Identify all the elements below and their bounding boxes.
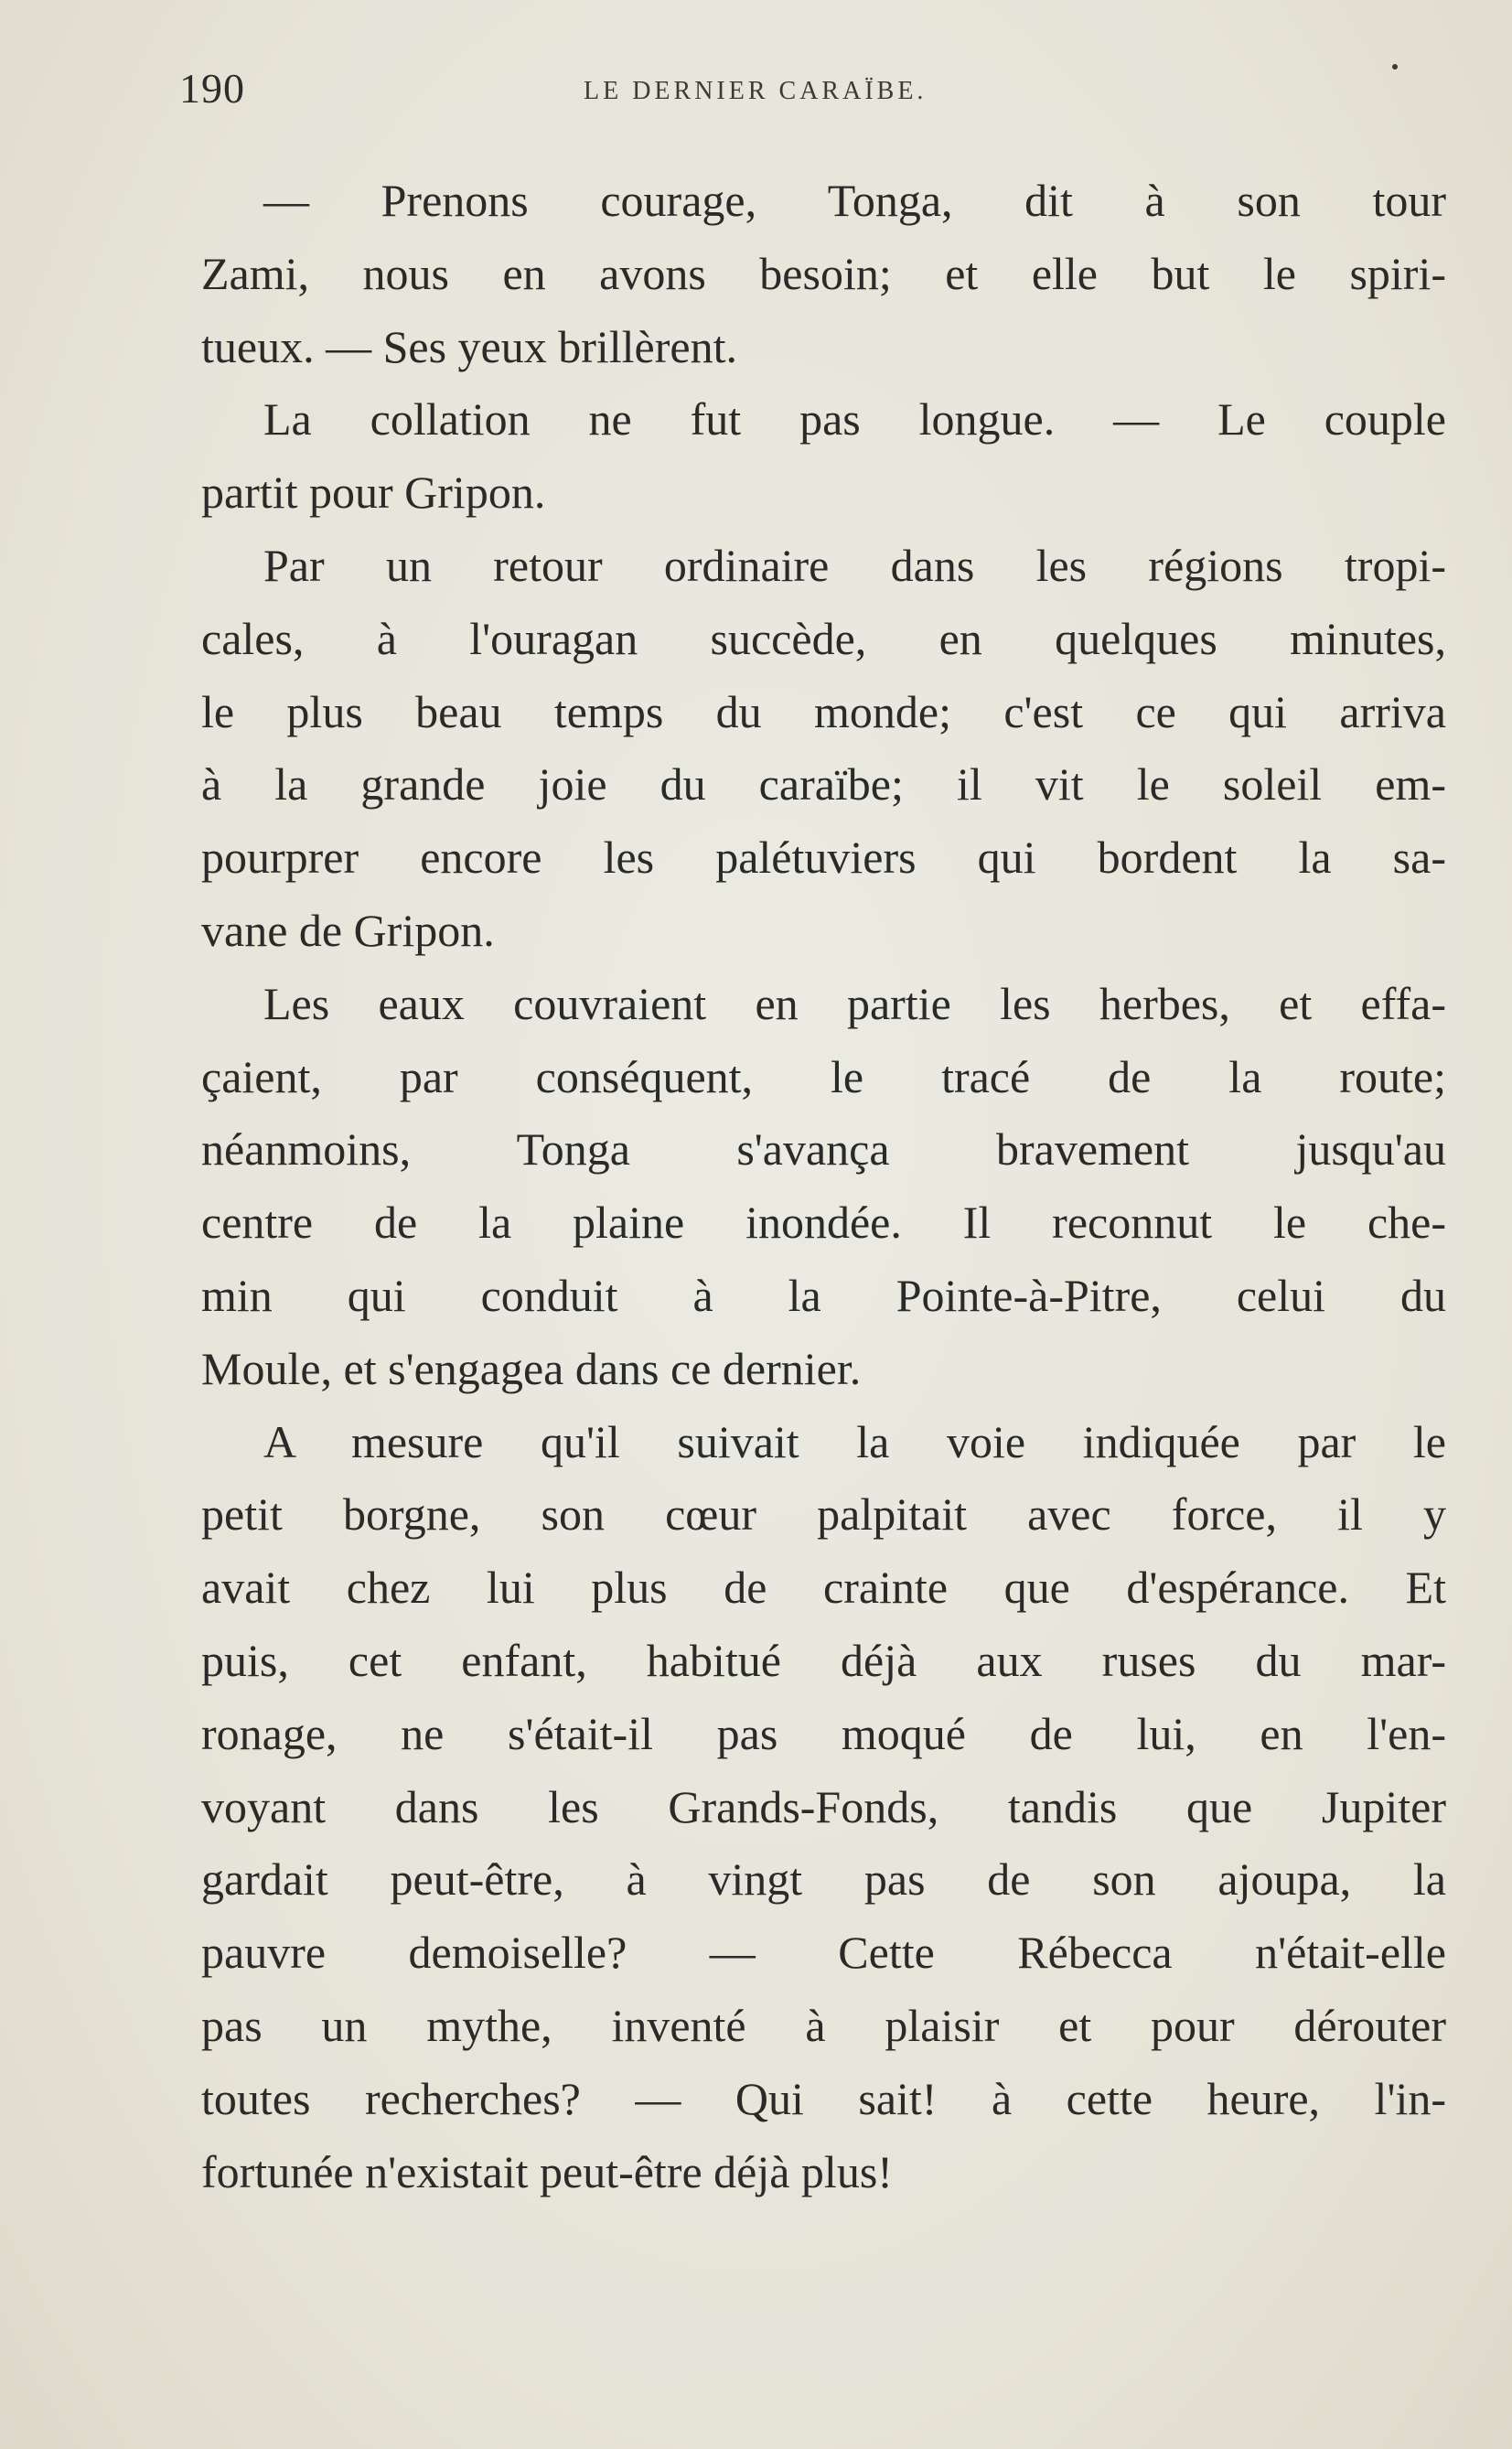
text-line — [201, 530, 1446, 603]
text-line — [201, 1990, 1446, 2063]
text-line-content: tueux. — Ses yeux brillèrent. — [201, 320, 737, 372]
text-line-content: pauvre demoiselle? — Cette Rébecca n'était-elle — [201, 1927, 1446, 1979]
text-line-content: — Prenons courage, Tonga, dit à son tour — [263, 175, 1446, 226]
text-line — [201, 1260, 1446, 1333]
ink-speck — [1392, 64, 1398, 70]
text-line — [201, 2063, 1446, 2136]
text-line — [201, 1333, 1446, 1406]
text-line-content: néanmoins, Tonga s'avança bravement jusqu'au — [201, 1123, 1446, 1176]
text-line-content: partit pour Gripon. — [201, 467, 546, 519]
text-line — [201, 1478, 1446, 1552]
text-line — [201, 676, 1446, 749]
text-line — [201, 311, 1446, 384]
text-line — [201, 968, 1446, 1041]
running-title: LE DERNIER CARAÏBE. — [584, 77, 928, 105]
text-line — [201, 1771, 1446, 1844]
text-line-content: min qui conduit à la Pointe-à-Pitre, celui du — [201, 1269, 1446, 1321]
text-line — [201, 895, 1446, 968]
text-line — [201, 748, 1446, 822]
text-line — [201, 238, 1446, 311]
text-line-content: Moule, et s'engagea dans ce dernier. — [201, 1342, 862, 1394]
text-line-content: Par un retour ordinaire dans les régions tropi- — [263, 539, 1446, 591]
body-text — [201, 165, 1446, 2208]
text-line-content: toutes recherches? — Qui sait! à cette heure, l'in- — [201, 2072, 1446, 2124]
text-line-content: A mesure qu'il suivait la voie indiquée par le — [263, 1415, 1446, 1467]
text-line — [201, 1625, 1446, 1698]
text-line-content: petit borgne, son cœur palpitait avec force, il y — [201, 1488, 1446, 1541]
text-line-content: gardait peut-être, à vingt pas de son ajoupa, la — [201, 1853, 1446, 1906]
text-line-content: pas un mythe, inventé à plaisir et pour dérouter — [201, 1999, 1446, 2051]
text-line — [201, 1698, 1446, 1771]
text-line — [201, 1041, 1446, 1114]
text-line-content: Les eaux couvraient en partie les herbes, et effa- — [263, 977, 1446, 1029]
text-line-content: à la grande joie du caraïbe; il vit le soleil em- — [201, 758, 1446, 811]
page-number: 190 — [179, 65, 245, 112]
text-line — [201, 457, 1446, 530]
text-line — [201, 1917, 1446, 1990]
text-line — [201, 165, 1446, 238]
text-line-content: fortunée n'existait peut-être déjà plus! — [201, 2145, 893, 2197]
text-line — [201, 1552, 1446, 1625]
text-line-content: ronage, ne s'était-il pas moqué de lui, en l'en- — [201, 1707, 1446, 1759]
text-line-content: puis, cet enfant, habitué déjà aux ruses du mar- — [201, 1634, 1446, 1686]
text-line-content: cales, à l'ouragan succède, en quelques minutes, — [201, 612, 1446, 664]
text-line-content: çaient, par conséquent, le tracé de la route; — [201, 1050, 1446, 1102]
text-line-content: avait chez lui plus de crainte que d'espérance. Et — [201, 1562, 1446, 1614]
text-line — [201, 1113, 1446, 1187]
text-line — [201, 603, 1446, 676]
text-line — [201, 1406, 1446, 1479]
text-line — [201, 383, 1446, 457]
text-line — [201, 822, 1446, 895]
text-line-content: La collation ne fut pas longue. — Le couple — [263, 393, 1446, 446]
text-line — [201, 1187, 1446, 1260]
text-line — [201, 1843, 1446, 1917]
text-line-content: Zami, nous en avons besoin; et elle but le spiri- — [201, 247, 1446, 299]
text-line-content: le plus beau temps du monde; c'est ce qui arriva — [201, 685, 1446, 737]
text-line-content: voyant dans les Grands-Fonds, tandis que Jupiter — [201, 1780, 1446, 1832]
text-line-content: centre de la plaine inondée. Il reconnut le che- — [201, 1197, 1446, 1249]
text-line-content: vane de Gripon. — [201, 904, 495, 956]
page-header — [179, 64, 1402, 119]
text-line — [201, 2136, 1446, 2209]
text-line-content: pourprer encore les palétuviers qui bordent la sa- — [201, 832, 1446, 884]
